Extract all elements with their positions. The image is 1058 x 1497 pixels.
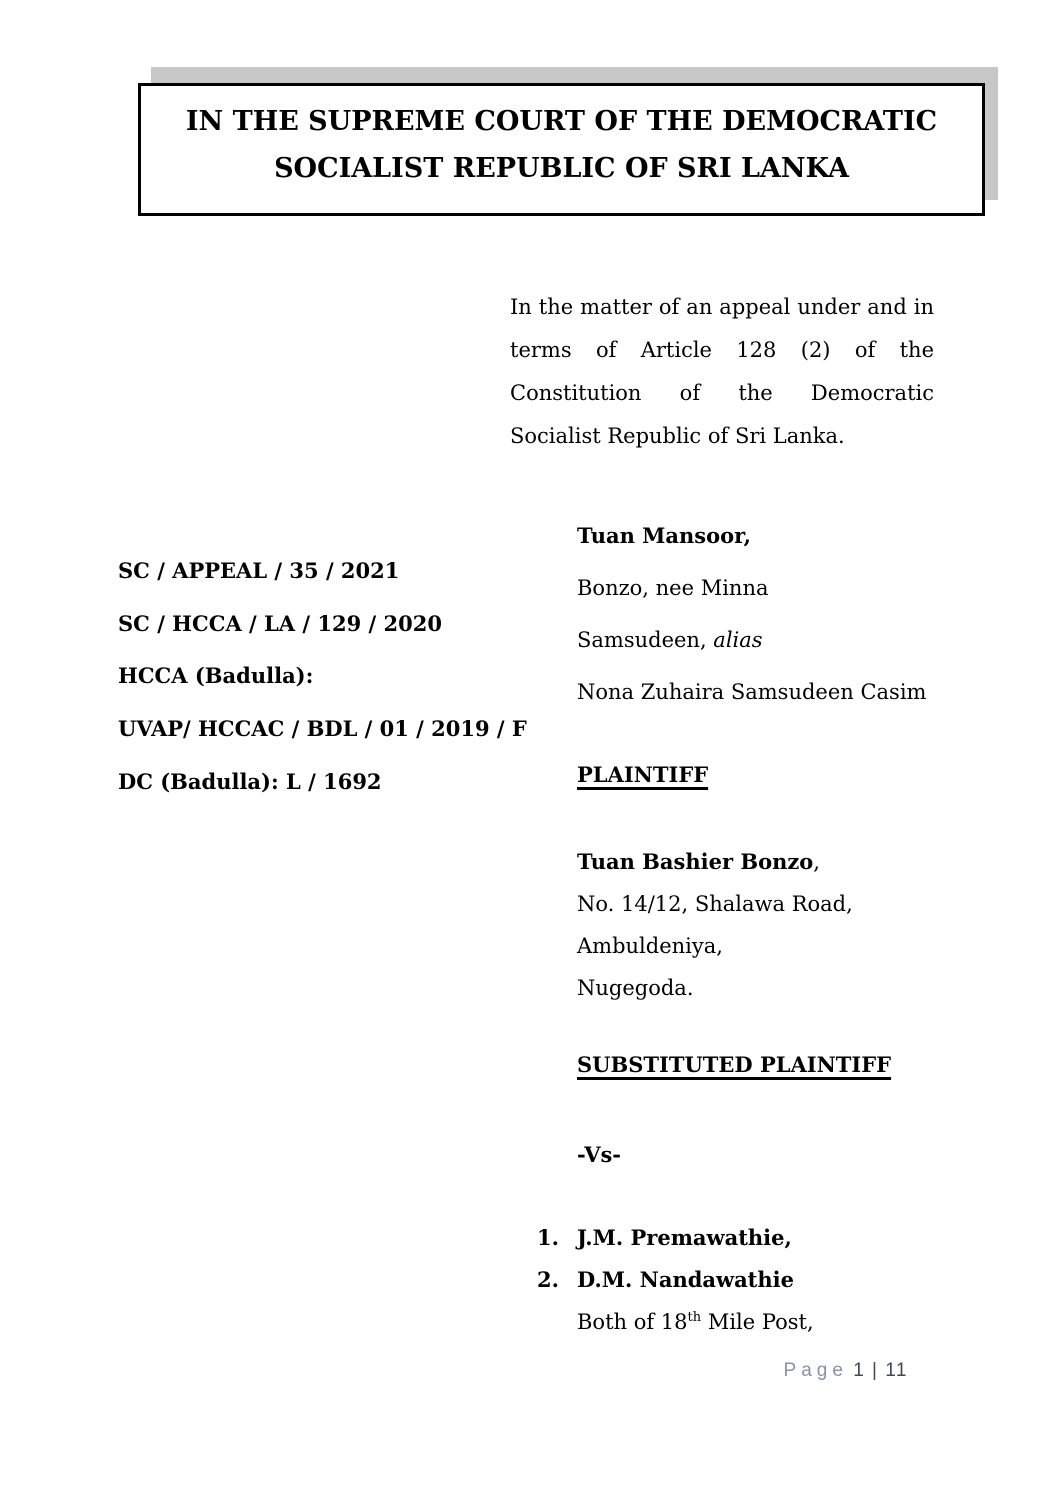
plaintiff-label: PLAINTIFF (577, 762, 709, 787)
page-footer (784, 1360, 908, 1382)
respondent-name: D.M. Nandawathie (577, 1267, 794, 1292)
footer-page-number: 1 | 11 (853, 1360, 908, 1381)
case-number-line: UVAP/ HCCAC / BDL / 01 / 2019 / F (118, 716, 527, 742)
matter-paragraph (510, 286, 934, 458)
court-title-line2: SOCIALIST REPUBLIC OF SRI LANKA (274, 153, 849, 184)
case-number-line: HCCA (Badulla): (118, 663, 314, 689)
case-number-line: SC / APPEAL / 35 / 2021 (118, 558, 400, 583)
court-title-box (138, 67, 1004, 219)
court-title (138, 83, 985, 216)
plaintiff-name-line3 (577, 614, 926, 666)
respondent-number: 2. (537, 1267, 559, 1292)
footer-page-label: Page (783, 1360, 848, 1381)
substituted-plaintiff-address-line: Nugegoda. (577, 976, 694, 1000)
respondents-address-pre: Both of 18 (577, 1310, 688, 1334)
respondent-item (537, 1217, 926, 1259)
plaintiff-name-line4: Nona Zuhaira Samsudeen Casim (577, 680, 927, 704)
matter-line: Socialist Republic of Sri Lanka. (510, 424, 845, 448)
case-number-line: SC / HCCA / LA / 129 / 2020 (118, 610, 442, 636)
parties-column (537, 510, 927, 1343)
substituted-plaintiff-name (577, 841, 926, 883)
plaintiff-name: Tuan Mansoor, (577, 523, 751, 548)
court-title-line1: IN THE SUPREME COURT OF THE DEMOCRATIC (185, 106, 938, 137)
substituted-plaintiff-name-text: Tuan Bashier Bonzo (577, 849, 814, 874)
alias-word: alias (713, 628, 763, 652)
versus-label: -Vs- (577, 1142, 622, 1167)
respondent-number: 1. (537, 1225, 559, 1250)
respondents-list (537, 1217, 926, 1343)
respondent-name: J.M. Premawathie, (577, 1225, 792, 1250)
ordinal-superscript: th (687, 1310, 702, 1325)
substituted-plaintiff-address-line: Ambuldeniya, (577, 934, 723, 958)
respondents-address-post: Mile Post, (701, 1310, 814, 1334)
substituted-plaintiff-address-line: No. 14/12, Shalawa Road, (577, 892, 853, 916)
respondents-address-line (577, 1301, 926, 1343)
substituted-plaintiff-label: SUBSTITUTED PLAINTIFF (577, 1052, 892, 1077)
matter-line: terms of Article 128 (2) of the (510, 338, 934, 362)
matter-line: Constitution of the Democratic (510, 381, 934, 405)
substituted-plaintiff-name-comma: , (813, 850, 820, 874)
matter-line: In the matter of an appeal under and in (510, 295, 934, 319)
case-number-line: DC (Badulla): L / 1692 (118, 768, 382, 794)
case-numbers (118, 545, 527, 809)
respondent-item (537, 1259, 926, 1301)
plaintiff-name-line2: Bonzo, nee Minna (577, 576, 769, 600)
plaintiff-line3-text: Samsudeen, (577, 628, 714, 652)
